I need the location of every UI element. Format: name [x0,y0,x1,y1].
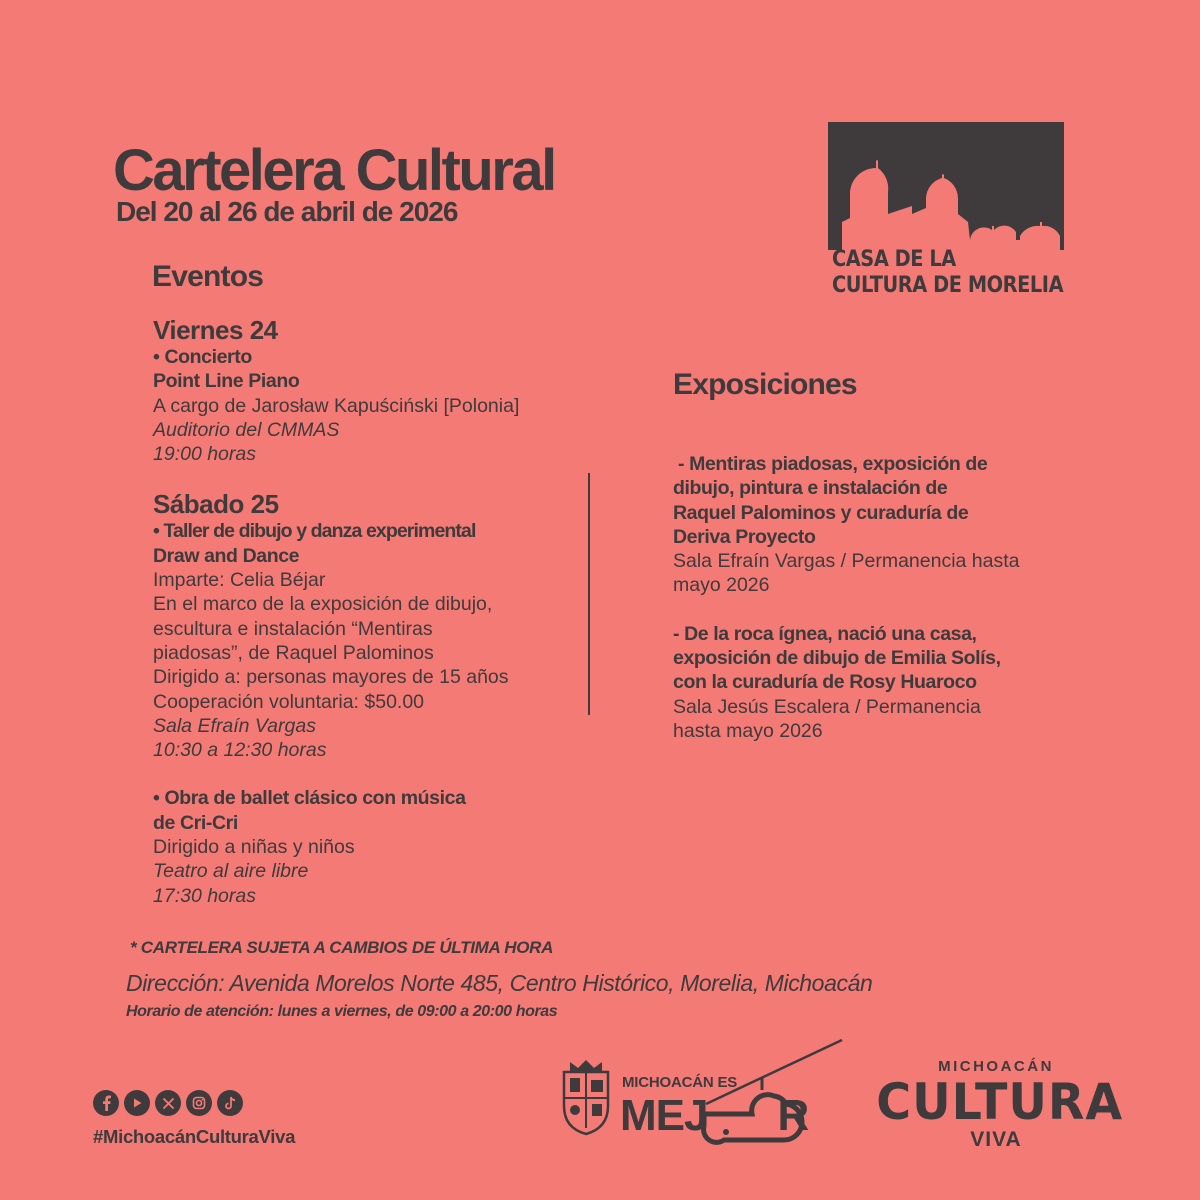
expo-info: Sala Jesús Escalera / Permanencia [673,695,981,718]
disclaimer: * CARTELERA SUJETA A CAMBIOS DE ÚLTIMA HORA [130,938,554,957]
logo-wordmark [832,247,1063,299]
event-context: piadosas”, de Raquel Palominos [153,641,434,664]
event-performer: A cargo de Jarosław Kapuściński [Polonia] [153,394,520,417]
cultura-bottom-text: VIVA [970,1128,1022,1151]
expo-info: Sala Efraín Vargas / Permanencia hasta [673,550,1020,573]
event-type: • Obra de ballet clásico con música [153,787,466,810]
exposiciones-list [673,452,1053,743]
mejor-small-text: MICHOACÁN ES [622,1074,738,1091]
expo-title: dibujo, pintura e instalación de [673,477,948,500]
event-instructor: Imparte: Celia Béjar [153,569,326,592]
column-divider [588,473,590,715]
event-time: 17:30 horas [153,884,256,907]
expo-title: exposición de dibujo de Emilia Solís, [673,647,1001,670]
cultura-mid-text: CULTURA [876,1073,1124,1131]
eventos-heading: Eventos [152,260,264,293]
mejor-big-text [620,1091,809,1140]
event-time: 10:30 a 12:30 horas [153,739,327,762]
date-range: Del 20 al 26 de abril de 2026 [116,196,458,227]
event-time: 19:00 horas [153,443,256,466]
event-context: En el marco de la exposición de dibujo, [153,593,493,616]
michoacan-es-mejor-logo [556,1036,846,1148]
youtube-icon[interactable] [124,1090,150,1116]
facebook-icon[interactable] [93,1090,119,1116]
casa-cultura-logo [828,122,1068,302]
event-name: Point Line Piano [153,370,300,393]
event-type: • Taller de dibujo y danza experimental [153,520,476,543]
expo-title: - Mentiras piadosas, exposición de [673,453,988,475]
event-venue: Teatro al aire libre [153,860,309,883]
event-audience: Dirigido a niñas y niños [153,836,355,859]
mejor-big-start: MEJ [620,1091,708,1140]
event-venue: Auditorio del CMMAS [153,418,340,441]
instagram-icon[interactable] [186,1090,212,1116]
expo-title: - De la roca ígnea, nació una casa, [673,622,977,645]
x-icon[interactable] [155,1090,181,1116]
eventos-list [153,316,573,908]
logo-line-1: CASA DE LA [832,247,956,272]
coat-of-arms-icon [560,1058,612,1136]
exposiciones-heading: Exposiciones [673,368,857,401]
cultura-viva-logo [870,1058,1122,1160]
cultura-top-text: MICHOACÁN [938,1058,1054,1075]
event-context: escultura e instalación “Mentiras [153,617,433,640]
tiktok-icon[interactable] [217,1090,243,1116]
address: Dirección: Avenida Morelos Norte 485, Centro Histórico, Morelia, Michoacán [126,970,873,996]
opening-hours: Horario de atención: lunes a viernes, de 09:00 a 20:00 horas [126,1003,558,1020]
event-name: Draw and Dance [153,544,300,567]
expo-title: con la curaduría de Rosy Huaroco [673,671,977,694]
event-venue: Sala Efraín Vargas [153,714,316,737]
expo-title: Deriva Proyecto [673,525,816,548]
day-heading: Viernes 24 [153,315,278,345]
mejor-big-end: R [777,1091,809,1140]
hashtag: #MichoacánCulturaViva [93,1126,296,1147]
social-icons [93,1090,243,1116]
expo-info: hasta mayo 2026 [673,719,823,742]
event-type: • Concierto [153,346,252,368]
expo-info: mayo 2026 [673,574,770,597]
event-cost: Cooperación voluntaria: $50.00 [153,690,425,713]
day-heading: Sábado 25 [153,489,279,520]
expo-title: Raquel Palominos y curaduría de [673,501,969,524]
event-audience: Dirigido a: personas mayores de 15 años [153,666,509,689]
event-type: de Cri-Cri [153,811,238,834]
page-title: Cartelera Cultural [113,138,555,203]
logo-line-2: CULTURA DE MORELIA [832,273,1064,298]
